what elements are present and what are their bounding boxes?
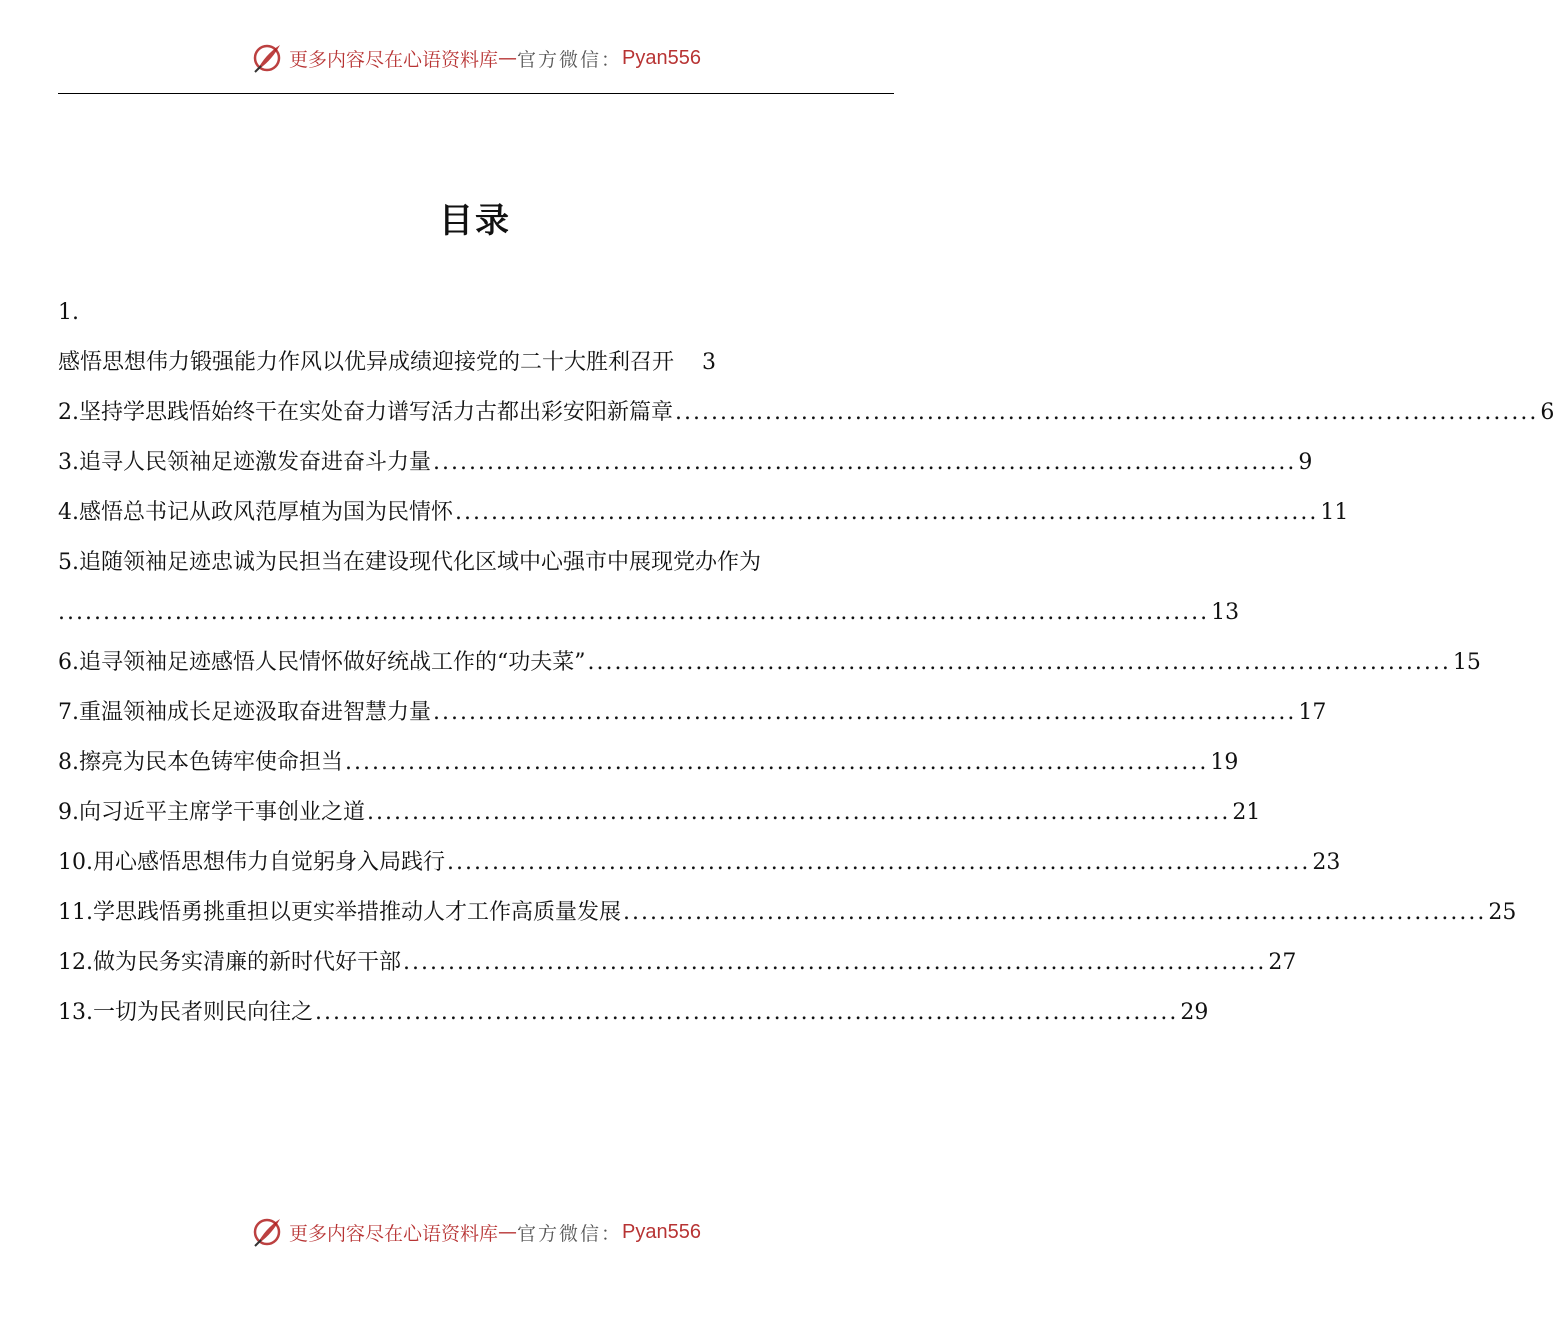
leader-dots: ................................................................................................ (433, 700, 1297, 725)
toc-item-number: 7. (58, 700, 79, 725)
toc-item-number: 10. (58, 850, 93, 875)
leader-dots: ................................................................................................ (675, 400, 1539, 425)
banner-title: 更多内容尽在心语资料库 (289, 48, 499, 71)
toc-item-text: 一切为民者则民向往之 (93, 1000, 314, 1025)
banner-separator: — (498, 47, 518, 69)
toc-item-text: 坚持学思践悟始终干在实处奋力谱写活力古都出彩安阳新篇章 (79, 400, 674, 425)
header-banner (0, 38, 950, 78)
toc-item-page: 17 (1298, 700, 1327, 725)
toc-item-text: 学思践悟勇挑重担以更实举措推动人才工作高质量发展 (93, 900, 622, 925)
toc-item-number: 8. (58, 750, 79, 775)
banner-title: 更多内容尽在心语资料库 (289, 1222, 499, 1245)
toc-item-text: 用心感悟思想伟力自觉躬身入局践行 (93, 850, 446, 875)
toc-item-text: 擦亮为民本色铸牢使命担当 (79, 750, 344, 775)
leader-dots: ................................................................................................................................ (58, 600, 1210, 625)
toc-item-text: 感悟总书记从政风范厚植为国为民情怀 (79, 500, 454, 525)
toc-item-page: 29 (1180, 1000, 1209, 1025)
banner-wechat-id: Pyan556 (622, 46, 701, 69)
toc-item-9[interactable] (58, 788, 1261, 838)
banner-label: 官方微信： (517, 1222, 623, 1245)
toc-item-5-continuation[interactable] (58, 588, 1240, 638)
toc-item-number: 13. (58, 1000, 93, 1025)
toc-item-page: 9 (1298, 450, 1313, 475)
leader-dots: ................................................................................................ (455, 500, 1319, 525)
toc-item-page: 3 (702, 350, 717, 375)
toc-item-page: 23 (1312, 850, 1341, 875)
toc-item-5[interactable] (58, 538, 892, 588)
leader-dots: ................................................................................................ (623, 900, 1487, 925)
toc-item-page: 19 (1210, 750, 1239, 775)
toc-item-number: 9. (58, 800, 79, 825)
toc-item-text: 向习近平主席学干事创业之道 (79, 800, 366, 825)
leader-dots: ................................................................................................ (367, 800, 1231, 825)
toc-item-3[interactable] (58, 438, 1313, 488)
header-divider (58, 93, 894, 94)
toc-item-13[interactable] (58, 988, 1209, 1038)
banner-label: 官方微信： (517, 48, 623, 71)
leader-dots: ................................................................................................ (345, 750, 1209, 775)
toc-item-number: 2. (58, 400, 79, 425)
leader-dots: ................................................................................................ (433, 450, 1297, 475)
toc-item-number: 4. (58, 500, 79, 525)
banner-separator: — (498, 1221, 518, 1243)
banner-wechat-id: Pyan556 (622, 1220, 701, 1243)
leader-dots: ................................................................................................ (587, 650, 1451, 675)
toc-item-text: 重温领袖成长足迹汲取奋进智慧力量 (79, 700, 432, 725)
toc-item-number: 5. (58, 550, 79, 575)
toc-item-7[interactable] (58, 688, 1327, 738)
toc-item-12[interactable] (58, 938, 1297, 988)
toc-item-11[interactable] (58, 888, 1517, 938)
toc-item-text: 追寻人民领袖足迹激发奋进奋斗力量 (79, 450, 432, 475)
table-of-contents (58, 288, 1554, 1038)
toc-item-4[interactable] (58, 488, 1349, 538)
quill-pen-icon (249, 1214, 285, 1250)
toc-item-page: 21 (1232, 800, 1261, 825)
toc-item-number: 3. (58, 450, 79, 475)
toc-item-1[interactable] (58, 338, 892, 388)
toc-item-2[interactable] (58, 388, 1554, 438)
toc-item-text: 追寻领袖足迹感悟人民情怀做好统战工作的“功夫菜” (79, 650, 586, 675)
toc-item-text: 追随领袖足迹忠诚为民担当在建设现代化区域中心强市中展现党办作为 (79, 550, 762, 575)
toc-item-page: 11 (1320, 500, 1349, 525)
toc-item-6[interactable] (58, 638, 1481, 688)
toc-item-number: 12. (58, 950, 93, 975)
leader-dots: ................................................................................................ (315, 1000, 1179, 1025)
toc-item-text: 感悟思想伟力锻强能力作风以优异成绩迎接党的二十大胜利召开 (58, 350, 675, 375)
toc-item-page: 13 (1211, 600, 1240, 625)
toc-item-text: 做为民务实清廉的新时代好干部 (93, 950, 402, 975)
toc-item-page: 25 (1488, 900, 1517, 925)
toc-item-page: 15 (1452, 650, 1481, 675)
quill-pen-icon (249, 40, 285, 76)
toc-item-page: 6 (1540, 400, 1554, 425)
toc-item-8[interactable] (58, 738, 1239, 788)
toc-item-1-number-line[interactable] (58, 288, 892, 338)
toc-item-number: 11. (58, 900, 93, 925)
toc-item-number: 6. (58, 650, 79, 675)
toc-item-number: 1. (58, 300, 79, 325)
leader-dots: ................................................................................................ (447, 850, 1311, 875)
toc-item-page: 27 (1268, 950, 1297, 975)
page-title: 目录 (439, 201, 511, 241)
footer-banner (0, 1212, 950, 1252)
leader-dots: ................................................................................................ (403, 950, 1267, 975)
toc-item-10[interactable] (58, 838, 1341, 888)
